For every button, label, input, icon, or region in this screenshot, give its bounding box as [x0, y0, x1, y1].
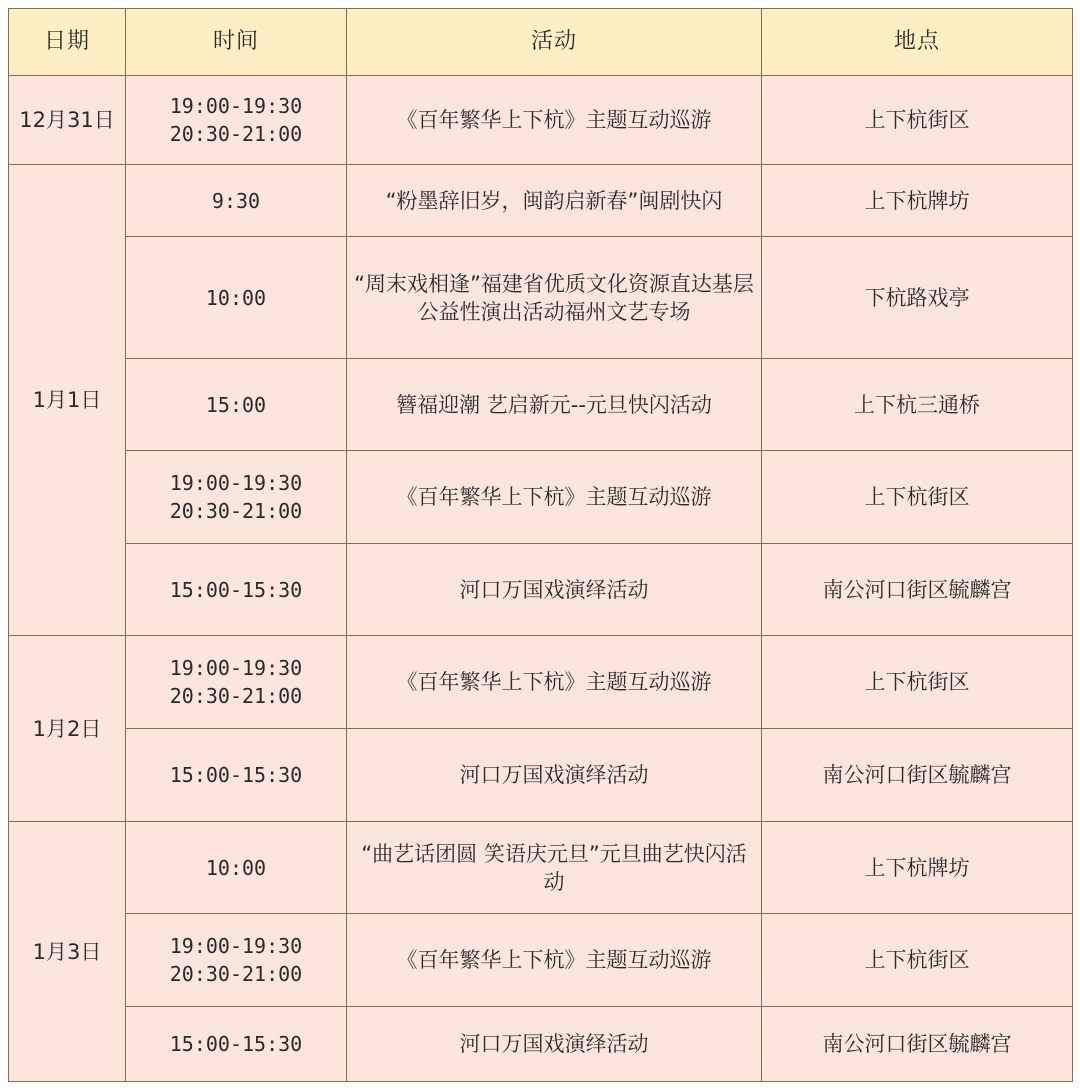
location-cell: 南公河口街区毓麟宫 — [762, 1007, 1073, 1082]
time-cell — [126, 1007, 347, 1082]
activity-cell: 《百年繁华上下杭》主题互动巡游 — [347, 76, 762, 165]
location-cell: 上下杭牌坊 — [762, 822, 1073, 914]
time-text: 9:30 — [211, 188, 261, 213]
schedule-table — [8, 8, 1073, 1082]
time-text: 20:30-21:00 — [169, 962, 303, 986]
time-text: 15:00-15:30 — [169, 1032, 303, 1056]
time-text: 15:00-15:30 — [169, 577, 303, 602]
activity-cell: “周末戏相逢”福建省优质文化资源直达基层公益性演出活动福州文艺专场 — [347, 237, 762, 359]
time-cell — [126, 237, 347, 359]
time-cell — [126, 822, 347, 914]
schedule-table-container — [8, 8, 1072, 1082]
time-text: 20:30-21:00 — [169, 684, 303, 708]
location-cell: 上下杭街区 — [762, 636, 1073, 729]
time-text: 15:00-15:30 — [169, 763, 303, 787]
time-cell — [126, 165, 347, 237]
schedule-body — [9, 76, 1073, 1082]
time-text: 19:00-19:30 — [169, 471, 303, 495]
activity-cell: “粉墨辞旧岁，闽韵启新春”闽剧快闪 — [347, 165, 762, 237]
time-text: 10:00 — [205, 855, 267, 880]
time-cell — [126, 451, 347, 544]
table-row — [9, 822, 1073, 914]
header-time: 时间 — [126, 9, 347, 76]
header-location: 地点 — [762, 9, 1073, 76]
location-cell: 上下杭街区 — [762, 451, 1073, 544]
time-cell — [126, 636, 347, 729]
location-cell: 南公河口街区毓麟宫 — [762, 544, 1073, 636]
location-cell: 下杭路戏亭 — [762, 237, 1073, 359]
table-row — [9, 544, 1073, 636]
table-row — [9, 165, 1073, 237]
time-text: 19:00-19:30 — [169, 94, 303, 118]
table-row — [9, 636, 1073, 729]
activity-cell: 河口万国戏演绎活动 — [347, 729, 762, 822]
time-cell — [126, 544, 347, 636]
table-row — [9, 1007, 1073, 1082]
location-cell: 上下杭街区 — [762, 914, 1073, 1007]
date-cell: 1月3日 — [9, 822, 126, 1082]
table-row — [9, 914, 1073, 1007]
time-text: 10:00 — [205, 285, 267, 310]
table-row — [9, 237, 1073, 359]
time-cell — [126, 914, 347, 1007]
date-cell: 1月1日 — [9, 165, 126, 636]
location-cell: 上下杭街区 — [762, 76, 1073, 165]
activity-cell: 河口万国戏演绎活动 — [347, 544, 762, 636]
table-row — [9, 729, 1073, 822]
time-cell — [126, 729, 347, 822]
table-row — [9, 76, 1073, 165]
date-cell: 1月2日 — [9, 636, 126, 822]
time-text: 20:30-21:00 — [169, 122, 303, 146]
time-text: 19:00-19:30 — [169, 656, 303, 680]
time-text: 15:00 — [205, 392, 267, 417]
activity-cell: 簪福迎潮 艺启新元--元旦快闪活动 — [347, 359, 762, 451]
activity-cell: 《百年繁华上下杭》主题互动巡游 — [347, 451, 762, 544]
time-cell — [126, 359, 347, 451]
activity-cell: 《百年繁华上下杭》主题互动巡游 — [347, 636, 762, 729]
activity-cell: 河口万国戏演绎活动 — [347, 1007, 762, 1082]
location-cell: 上下杭牌坊 — [762, 165, 1073, 237]
activity-cell: “曲艺话团圆 笑语庆元旦”元旦曲艺快闪活动 — [347, 822, 762, 914]
location-cell: 上下杭三通桥 — [762, 359, 1073, 451]
header-activity: 活动 — [347, 9, 762, 76]
location-cell: 南公河口街区毓麟宫 — [762, 729, 1073, 822]
time-cell — [126, 76, 347, 165]
header-row — [9, 9, 1073, 76]
header-date: 日期 — [9, 9, 126, 76]
time-text: 20:30-21:00 — [169, 499, 303, 523]
table-row — [9, 359, 1073, 451]
date-cell: 12月31日 — [9, 76, 126, 165]
activity-cell: 《百年繁华上下杭》主题互动巡游 — [347, 914, 762, 1007]
table-row — [9, 451, 1073, 544]
time-text: 19:00-19:30 — [169, 934, 303, 958]
